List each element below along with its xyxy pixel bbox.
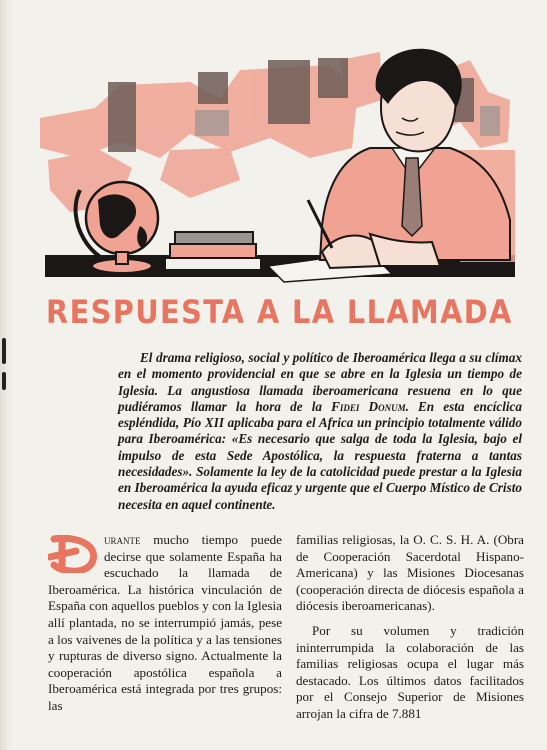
article-headline: RESPUESTA A LA LLAMADA — [46, 293, 513, 331]
body-paragraph-1-text: mucho tiempo puede decirse que solamente España ha escuchado la llamada de Iberoamérica. La histórica vinculación de España con aquellos pueblos y con la Iglesia allí plantada, no se interrumpió jamás, pese a los vaivenes de la política y a las tensiones y rupturas de diverso signo. Actualmente la cooperación apostólica española a Iberoamérica está integrada por tres grupos: las — [48, 532, 282, 713]
dropcap-d — [48, 535, 98, 573]
intro-text-2: . En esta encíclica espléndida, Pío XII aplicaba para el Africa un principio totalmente válido para Iberoamérica: «Es necesario que salga de toda la Iglesia, bajo el impulso de esta Sede Apostólica, la respuesta fraterna a tantas necesidades». Solamente la ley de la catolicidad puede prestar a la Iglesia en Iberoamérica la ayuda eficaz y urgente que el Cuerpo Místico de Cristo necesita en aquel continente. — [118, 398, 522, 512]
body-paragraph-2: Por su volumen y tradición ininterrumpida la colaboración de las familias religiosas ocupa el lugar más destacado. Los últimos datos facilitados por el Consejo Superior de Misiones arrojan la cifra de 7.881 — [296, 622, 524, 721]
boy-writing-illustration — [40, 30, 525, 285]
binding-mark — [2, 338, 6, 364]
body-column-right — [296, 532, 524, 723]
binding-mark — [2, 372, 6, 390]
body-paragraph-1-continued: familias religiosas, la O. C. S. H. A. (Obra de Cooperación Sacerdotal Hispano-Americana) y las Misiones Diocesanas (cooperación directa de diócesis española a diócesis iberoamericanas). — [296, 532, 524, 614]
book-stack — [165, 232, 261, 270]
intro-paragraph — [118, 350, 522, 513]
body-column-left — [48, 532, 282, 715]
lead-word: urante — [104, 532, 141, 547]
intro-text-1: El drama religioso, social y político de Iberoamérica llega a su clímax en el momento providencial en que se abre en la Iglesia un tiempo de Iglesia. La angustiosa llamada iberoamericana resuena en lo que pudiéramos llamar la hora de la — [118, 350, 522, 414]
encyclical-title: Fidei Donum — [331, 398, 406, 414]
